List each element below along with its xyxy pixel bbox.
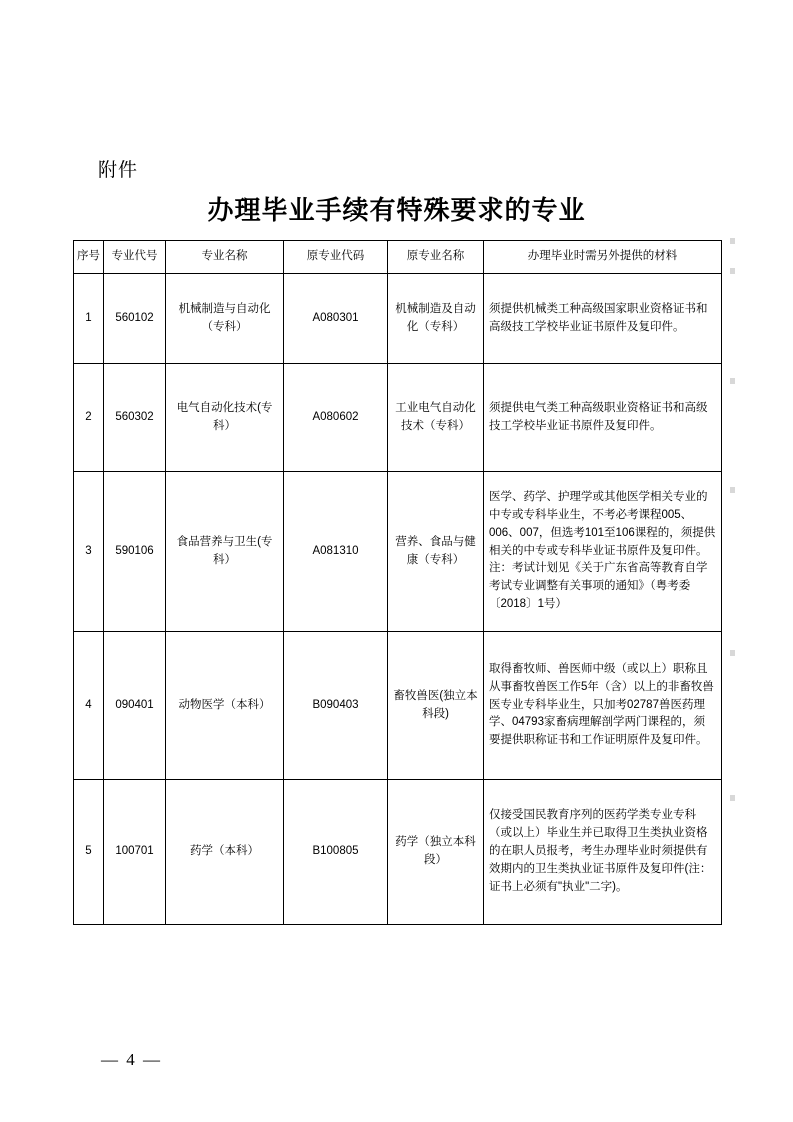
cell-name: 机械制造与自动化（专科） [166, 274, 284, 364]
cell-code: 560302 [104, 364, 166, 472]
cell-name: 食品营养与卫生(专科） [166, 472, 284, 632]
table-header-row [74, 241, 722, 274]
table-row [74, 274, 722, 364]
cell-material: 须提供电气类工种高级职业资格证书和高级技工学校毕业证书原件及复印件。 [484, 364, 722, 472]
attachment-label: 附件 [98, 160, 139, 181]
header-old-name: 原专业名称 [388, 241, 484, 274]
cell-name: 药学（本科） [166, 780, 284, 925]
table-row [74, 364, 722, 472]
cell-old-code: A080602 [284, 364, 388, 472]
scan-artifact [730, 650, 735, 656]
header-name: 专业名称 [166, 241, 284, 274]
cell-old-code: A080301 [284, 274, 388, 364]
cell-old-name: 机械制造及自动化（专科） [388, 274, 484, 364]
scan-artifact [730, 378, 735, 384]
scan-artifact [730, 268, 735, 274]
page-number: — 4 — [101, 1050, 162, 1069]
cell-old-name: 营养、食品与健康（专科） [388, 472, 484, 632]
cell-old-code: A081310 [284, 472, 388, 632]
header-old-code: 原专业代码 [284, 241, 388, 274]
scan-artifact [730, 795, 735, 801]
cell-code: 090401 [104, 632, 166, 780]
cell-material: 须提供机械类工种高级国家职业资格证书和高级技工学校毕业证书原件及复印件。 [484, 274, 722, 364]
cell-material: 仅接受国民教育序列的医药学类专业专科（或以上）毕业生并已取得卫生类执业资格的在职人员报考，考生办理毕业时须提供有效期内的卫生类执业证书原件及复印件(注：证书上必须有"执业"二字)。 [484, 780, 722, 925]
table-row [74, 632, 722, 780]
special-majors-table [73, 240, 722, 925]
header-material: 办理毕业时需另外提供的材料 [484, 241, 722, 274]
cell-material: 医学、药学、护理学或其他医学相关专业的中专或专科毕业生，不考必考课程005、006、007，但选考101至106课程的，须提供相关的中专或专科毕业证书原件及复印件。注：考试计划见《关于广东省高等教育自学考试专业调整有关事项的通知》（粤考委〔2018〕1号） [484, 472, 722, 632]
cell-old-code: B090403 [284, 632, 388, 780]
cell-material: 取得畜牧师、兽医师中级（或以上）职称且从事畜牧兽医工作5年（含）以上的非畜牧兽医专业专科毕业生，只加考02787兽医药理学、04793家畜病理解剖学两门课程的，须要提供职称证书和工作证明原件及复印件。 [484, 632, 722, 780]
scan-artifact [730, 487, 735, 493]
table-row [74, 780, 722, 925]
cell-seq: 3 [74, 472, 104, 632]
cell-seq: 4 [74, 632, 104, 780]
cell-seq: 2 [74, 364, 104, 472]
cell-seq: 1 [74, 274, 104, 364]
cell-code: 590106 [104, 472, 166, 632]
table-row [74, 472, 722, 632]
scan-artifact [730, 238, 735, 244]
cell-code: 560102 [104, 274, 166, 364]
cell-old-code: B100805 [284, 780, 388, 925]
page-title: 办理毕业手续有特殊要求的专业 [207, 196, 586, 225]
cell-old-name: 药学（独立本科段） [388, 780, 484, 925]
cell-code: 100701 [104, 780, 166, 925]
cell-old-name: 畜牧兽医(独立本科段) [388, 632, 484, 780]
page-footer [0, 1050, 793, 1070]
cell-name: 电气自动化技术(专科） [166, 364, 284, 472]
header-code: 专业代号 [104, 241, 166, 274]
header-seq: 序号 [74, 241, 104, 274]
cell-name: 动物医学（本科） [166, 632, 284, 780]
cell-seq: 5 [74, 780, 104, 925]
cell-old-name: 工业电气自动化技术（专科） [388, 364, 484, 472]
